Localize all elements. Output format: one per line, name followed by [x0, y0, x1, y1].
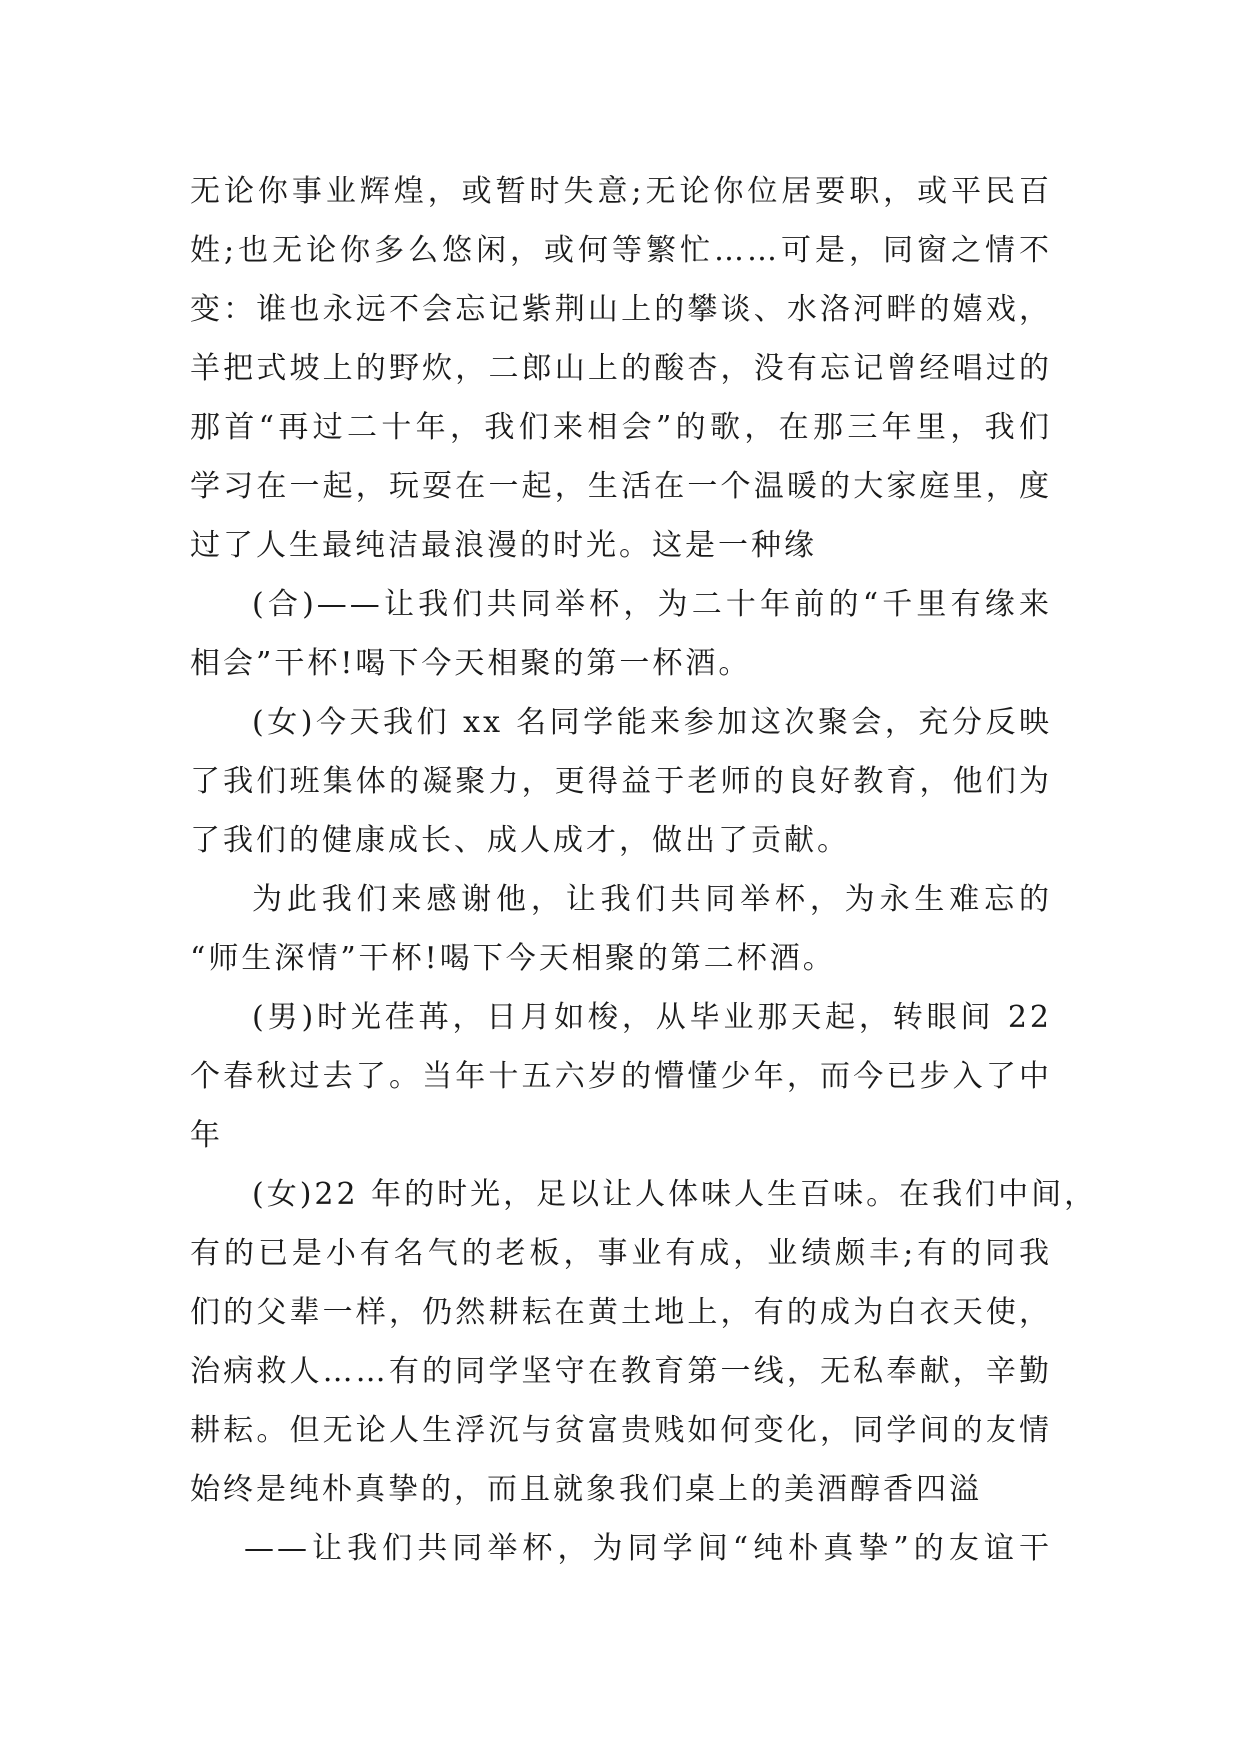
text-line: 无论你事业辉煌，或暂时失意;无论你位居要职，或平民百 [190, 174, 1052, 209]
text-line: 个春秋过去了。当年十五六岁的懵懂少年，而今已步入了中 [190, 1059, 1052, 1094]
text-line: 相会”干杯!喝下今天相聚的第一杯酒。 [190, 646, 752, 681]
text-line: (合)——让我们共同举杯，为二十年前的“千里有缘来 [252, 587, 1052, 622]
text-line: ——让我们共同举杯，为同学间“纯朴真挚”的友谊干 [244, 1531, 1052, 1566]
text-line: “师生深情”干杯!喝下今天相聚的第二杯酒。 [190, 941, 836, 976]
text-line: 了我们的健康成长、成人成才，做出了贡献。 [190, 823, 850, 858]
text-line: 始终是纯朴真挚的，而且就象我们桌上的美酒醇香四溢 [190, 1472, 982, 1507]
text-line: 们的父辈一样，仍然耕耘在黄土地上，有的成为白衣天使， [190, 1295, 1052, 1330]
text-line: 耕耘。但无论人生浮沉与贫富贵贱如何变化，同学间的友情 [190, 1413, 1052, 1448]
text-line: 学习在一起，玩耍在一起，生活在一个温暖的大家庭里，度 [190, 469, 1052, 504]
text-line: 羊把式坡上的野炊，二郎山上的酸杏，没有忘记曾经唱过的 [190, 351, 1052, 386]
text-line: (女)今天我们 xx 名同学能来参加这次聚会，充分反映 [252, 705, 1052, 740]
text-line: 为此我们来感谢他，让我们共同举杯，为永生难忘的 [252, 882, 1052, 917]
text-line: 那首“再过二十年，我们来相会”的歌，在那三年里，我们 [190, 410, 1052, 445]
text-line: 有的已是小有名气的老板，事业有成，业绩颇丰;有的同我 [190, 1236, 1052, 1271]
text-line: 年 [190, 1118, 223, 1153]
body-text [190, 162, 1098, 1578]
text-line: 姓;也无论你多么悠闲，或何等繁忙……可是，同窗之情不 [190, 233, 1052, 268]
text-line: (男)时光荏苒，日月如梭，从毕业那天起，转眼间 22 [252, 1000, 1052, 1035]
text-line: (女)22 年的时光，足以让人体味人生百味。在我们中间， [252, 1177, 1098, 1212]
text-line: 变：谁也永远不会忘记紫荆山上的攀谈、水洛河畔的嬉戏， [190, 292, 1052, 327]
text-line: 了我们班集体的凝聚力，更得益于老师的良好教育，他们为 [190, 764, 1052, 799]
text-line: 过了人生最纯洁最浪漫的时光。这是一种缘 [190, 528, 817, 563]
text-line: 治病救人……有的同学坚守在教育第一线，无私奉献，辛勤 [190, 1354, 1052, 1389]
